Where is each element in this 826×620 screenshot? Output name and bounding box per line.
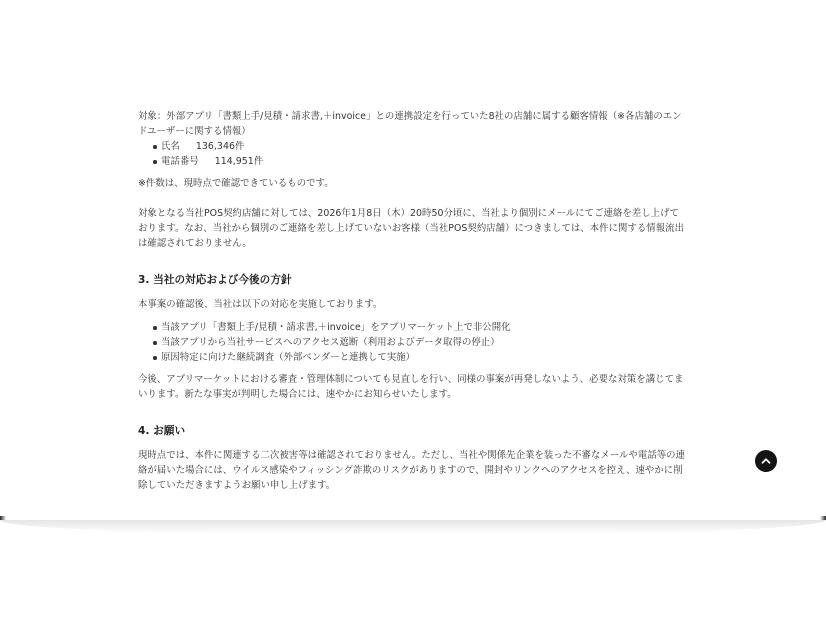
list-item: 当該アプリ「書類上手/見積・請求書,＋invoice」をアプリマーケット上で非公開化	[138, 320, 686, 335]
list-item: 当該アプリから当社サービスへのアクセス遮断（利用およびデータ取得の停止）	[138, 335, 686, 350]
list-item	[138, 154, 686, 169]
contact-paragraph: 対象となる当社POS契約店舗に対しては、2026年1月8日（木）20時50分頃に、当社より個別にメールにてご連絡を差し上げております。なお、当社から個別のご連絡を差し上げていないお客様（当社POS契約店舗）につきましては、本件に関する情報流出は確認されておりません。	[138, 208, 684, 249]
count-value: 136,346件	[195, 141, 245, 152]
list-item	[138, 139, 686, 154]
affected-counts-list	[138, 139, 686, 169]
count-label: 氏名	[161, 141, 180, 152]
count-label: 電話番号	[161, 156, 199, 167]
future-paragraph: 今後、アプリマーケットにおける審査・管理体制についても見直しを行い、同様の事案が再発しないよう、必要な対策を講じてまいります。新たな事実が判明した場合には、速やかにお知らせいたします。	[138, 374, 684, 400]
actions-list	[138, 320, 686, 365]
article-body	[138, 109, 686, 493]
scope-text: 対象：外部アプリ「書類上手/見積・請求書,＋invoice」との連携設定を行っていた8社の店舗に属する顧客情報（※各店舗のエンドユーザーに関する情報）	[138, 111, 682, 137]
section-3-heading: 3. 当社の対応および今後の方針	[138, 274, 292, 286]
counts-note: ※件数は、現時点で確認できているものです。	[138, 178, 334, 189]
section-3-intro: 本事案の確認後、当社は以下の対応を実施しております。	[138, 299, 383, 310]
count-value: 114,951件	[214, 156, 264, 167]
list-item: 原因特定に向けた継続調査（外部ベンダーと連携して実施）	[138, 350, 686, 365]
chevron-up-icon	[760, 455, 772, 467]
request-paragraph: 現時点では、本件に関連する二次被害等は確認されておりません。ただし、当社や関係先企業を装った不審なメールや電話等の連絡が届いた場合には、ウイルス感染やフィッシング詐欺のリスクがありますので、開封やリンクへのアクセスを控え、速やかに削除していただきますようお願い申し上げます。	[138, 450, 686, 491]
section-4-heading: 4. お願い	[138, 425, 186, 437]
viewport-shadow	[0, 520, 826, 534]
back-to-top-button[interactable]	[755, 450, 777, 472]
